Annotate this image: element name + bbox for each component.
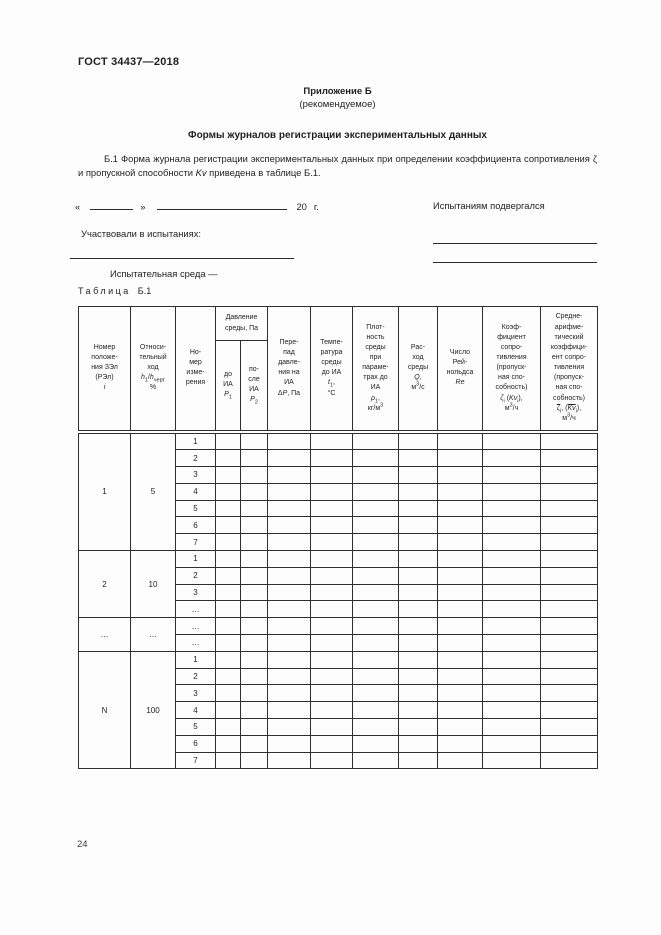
empty-data-cell bbox=[353, 651, 399, 668]
empty-data-cell bbox=[399, 500, 438, 517]
empty-data-cell bbox=[399, 618, 438, 635]
empty-data-cell bbox=[268, 584, 311, 601]
measurement-cell: 7 bbox=[176, 752, 216, 769]
empty-data-cell bbox=[241, 450, 268, 467]
empty-data-cell bbox=[241, 702, 268, 719]
empty-data-cell bbox=[311, 651, 353, 668]
measurement-cell: 4 bbox=[176, 483, 216, 500]
empty-data-cell bbox=[541, 752, 598, 769]
empty-data-cell bbox=[311, 584, 353, 601]
table-header bbox=[79, 307, 598, 432]
position-cell: 2 bbox=[79, 551, 131, 618]
stroke-cell: 100 bbox=[131, 651, 176, 769]
measurement-cell: 1 bbox=[176, 551, 216, 568]
col-header-flow: Рас- ход среды Q, $м^3/с$ bbox=[399, 307, 438, 432]
empty-data-cell bbox=[541, 450, 598, 467]
empty-data-cell bbox=[268, 567, 311, 584]
stroke-cell: 5 bbox=[131, 432, 176, 551]
empty-data-cell bbox=[241, 567, 268, 584]
empty-data-cell bbox=[216, 517, 241, 534]
measurement-cell: 5 bbox=[176, 500, 216, 517]
empty-data-cell bbox=[311, 500, 353, 517]
empty-data-cell bbox=[268, 719, 311, 736]
empty-data-cell bbox=[216, 735, 241, 752]
empty-data-cell bbox=[241, 685, 268, 702]
empty-data-cell bbox=[311, 752, 353, 769]
empty-data-cell bbox=[438, 735, 483, 752]
measurement-cell: 4 bbox=[176, 702, 216, 719]
empty-data-cell bbox=[541, 618, 598, 635]
empty-data-cell bbox=[353, 635, 399, 652]
empty-data-cell bbox=[268, 685, 311, 702]
empty-data-cell bbox=[268, 551, 311, 568]
empty-data-cell bbox=[438, 752, 483, 769]
empty-data-cell bbox=[311, 432, 353, 450]
empty-data-cell bbox=[241, 651, 268, 668]
empty-data-cell bbox=[241, 735, 268, 752]
position-cell: 1 bbox=[79, 432, 131, 551]
empty-data-cell bbox=[216, 483, 241, 500]
empty-data-cell bbox=[438, 483, 483, 500]
empty-data-cell bbox=[311, 534, 353, 551]
empty-data-cell bbox=[483, 601, 541, 618]
empty-data-cell bbox=[353, 450, 399, 467]
empty-data-cell bbox=[353, 551, 399, 568]
empty-data-cell bbox=[241, 601, 268, 618]
empty-data-cell bbox=[241, 432, 268, 450]
empty-data-cell bbox=[483, 483, 541, 500]
empty-data-cell bbox=[353, 685, 399, 702]
empty-data-cell bbox=[241, 719, 268, 736]
col-header-measurement: Но- мер изме- рения bbox=[176, 307, 216, 432]
empty-data-cell bbox=[353, 584, 399, 601]
measurement-cell: … bbox=[176, 635, 216, 652]
empty-data-cell bbox=[483, 735, 541, 752]
empty-data-cell bbox=[438, 450, 483, 467]
stroke-cell: 10 bbox=[131, 551, 176, 618]
empty-data-cell bbox=[483, 668, 541, 685]
medium-label: Испытательная среда — bbox=[110, 268, 218, 279]
empty-data-cell bbox=[541, 702, 598, 719]
col-header-temperature: Темпе- ратура среды до ИА $t_1$, °С bbox=[311, 307, 353, 432]
empty-data-cell bbox=[438, 702, 483, 719]
col-header-p2: по- сле ИА $P_2$ bbox=[241, 341, 268, 432]
empty-data-cell bbox=[438, 635, 483, 652]
table-row bbox=[79, 618, 598, 635]
empty-data-cell bbox=[268, 735, 311, 752]
empty-data-cell bbox=[438, 685, 483, 702]
empty-data-cell bbox=[353, 517, 399, 534]
section-title: Формы журналов регистрации экспериментальных данных bbox=[188, 130, 487, 141]
empty-data-cell bbox=[353, 719, 399, 736]
empty-data-cell bbox=[399, 567, 438, 584]
empty-data-cell bbox=[311, 517, 353, 534]
empty-data-cell bbox=[216, 719, 241, 736]
empty-data-cell bbox=[216, 567, 241, 584]
empty-data-cell bbox=[268, 432, 311, 450]
empty-data-cell bbox=[399, 450, 438, 467]
empty-data-cell bbox=[541, 584, 598, 601]
empty-data-cell bbox=[399, 719, 438, 736]
table-caption bbox=[78, 286, 151, 296]
measurement-cell: 2 bbox=[176, 567, 216, 584]
empty-data-cell bbox=[438, 534, 483, 551]
empty-data-cell bbox=[268, 467, 311, 484]
empty-data-cell bbox=[483, 584, 541, 601]
empty-data-cell bbox=[216, 635, 241, 652]
table-row bbox=[79, 651, 598, 668]
empty-data-cell bbox=[399, 668, 438, 685]
col-header-coefficient: Коэф- фициент сопро- тивления (пропуск- ная спо- собность) $\zeta_i$ $(Kv_i)$, $м^3/ч$ bbox=[483, 307, 541, 432]
empty-data-cell bbox=[438, 500, 483, 517]
empty-data-cell bbox=[241, 534, 268, 551]
empty-data-cell bbox=[216, 618, 241, 635]
empty-data-cell bbox=[438, 651, 483, 668]
page-number: 24 bbox=[77, 839, 88, 850]
position-cell: … bbox=[79, 618, 131, 652]
empty-data-cell bbox=[353, 668, 399, 685]
empty-data-cell bbox=[399, 601, 438, 618]
empty-data-cell bbox=[399, 483, 438, 500]
table-caption-number: Б.1 bbox=[137, 286, 152, 296]
empty-data-cell bbox=[241, 483, 268, 500]
empty-data-cell bbox=[438, 567, 483, 584]
empty-data-cell bbox=[541, 635, 598, 652]
empty-data-cell bbox=[241, 668, 268, 685]
col-header-pressure-group: Давление среды, Па bbox=[216, 307, 268, 341]
empty-data-cell bbox=[399, 702, 438, 719]
empty-data-cell bbox=[311, 601, 353, 618]
col-header-reynolds: Число Рей- нольдса Re bbox=[438, 307, 483, 432]
empty-data-cell bbox=[216, 584, 241, 601]
col-header-mean-coefficient: Средне- арифме- тический коэффици- ент сопро- тивления (пропуск- ная спо- собность) $\overline{\zeta}_i$, $(\overline{Kv}_i)$, $м^3/ч$ bbox=[541, 307, 598, 432]
col-header-p1: до ИА $P_1$ bbox=[216, 341, 241, 432]
empty-data-cell bbox=[399, 584, 438, 601]
empty-data-cell bbox=[541, 517, 598, 534]
empty-data-cell bbox=[541, 685, 598, 702]
empty-data-cell bbox=[541, 483, 598, 500]
empty-data-cell bbox=[268, 450, 311, 467]
empty-data-cell bbox=[438, 668, 483, 685]
table-caption-word: Таблица bbox=[78, 286, 131, 296]
measurement-cell: 5 bbox=[176, 719, 216, 736]
empty-data-cell bbox=[311, 735, 353, 752]
empty-data-cell bbox=[311, 483, 353, 500]
intro-paragraph: Б.1 Форма журнала регистрации экспериментальных данных при определении коэффициента сопротивления ζ и пропускной способности Kv приведена в таблице Б.1. bbox=[78, 153, 597, 179]
empty-data-cell bbox=[311, 702, 353, 719]
empty-data-cell bbox=[541, 432, 598, 450]
empty-data-cell bbox=[399, 534, 438, 551]
empty-data-cell bbox=[216, 702, 241, 719]
empty-data-cell bbox=[353, 500, 399, 517]
empty-data-cell bbox=[541, 651, 598, 668]
empty-data-cell bbox=[353, 752, 399, 769]
empty-data-cell bbox=[216, 651, 241, 668]
empty-data-cell bbox=[268, 702, 311, 719]
empty-data-cell bbox=[483, 685, 541, 702]
col-header-density: Плот- ность среды при параме- трах до ИА $\rho_1$, $кг/м^3$ bbox=[353, 307, 399, 432]
empty-data-cell bbox=[483, 517, 541, 534]
empty-data-cell bbox=[268, 601, 311, 618]
participants-label: Участвовали в испытаниях: bbox=[81, 228, 202, 239]
measurement-cell: 6 bbox=[176, 517, 216, 534]
tested-label: Испытаниям подвергался bbox=[433, 200, 545, 211]
empty-data-cell bbox=[311, 450, 353, 467]
empty-data-cell bbox=[541, 601, 598, 618]
empty-data-cell bbox=[268, 534, 311, 551]
empty-data-cell bbox=[311, 567, 353, 584]
empty-data-cell bbox=[216, 668, 241, 685]
empty-data-cell bbox=[353, 432, 399, 450]
empty-data-cell bbox=[353, 483, 399, 500]
empty-data-cell bbox=[399, 551, 438, 568]
empty-data-cell bbox=[268, 651, 311, 668]
empty-data-cell bbox=[399, 735, 438, 752]
participants-blank-line bbox=[70, 258, 294, 259]
table-body bbox=[79, 432, 598, 769]
empty-data-cell bbox=[483, 500, 541, 517]
empty-data-cell bbox=[216, 500, 241, 517]
empty-data-cell bbox=[438, 432, 483, 450]
empty-data-cell bbox=[541, 551, 598, 568]
empty-data-cell bbox=[241, 584, 268, 601]
empty-data-cell bbox=[241, 517, 268, 534]
empty-data-cell bbox=[399, 752, 438, 769]
measurement-cell: 7 bbox=[176, 534, 216, 551]
measurement-cell: 1 bbox=[176, 432, 216, 450]
empty-data-cell bbox=[438, 467, 483, 484]
empty-data-cell bbox=[241, 752, 268, 769]
empty-data-cell bbox=[483, 450, 541, 467]
col-header-pressure-drop: Пере- пад давле- ния на ИА ΔP, Па bbox=[268, 307, 311, 432]
empty-data-cell bbox=[311, 719, 353, 736]
empty-data-cell bbox=[216, 467, 241, 484]
empty-data-cell bbox=[483, 651, 541, 668]
empty-data-cell bbox=[268, 752, 311, 769]
col-header-stroke: Относи- тельный ход $h_1/h_{черт}$ % bbox=[131, 307, 176, 432]
appendix-subtitle: (рекомендуемое) bbox=[299, 99, 376, 110]
empty-data-cell bbox=[399, 432, 438, 450]
empty-data-cell bbox=[541, 668, 598, 685]
stroke-cell: … bbox=[131, 618, 176, 652]
empty-data-cell bbox=[268, 517, 311, 534]
quote-open: « bbox=[75, 201, 81, 212]
quote-close: » bbox=[140, 201, 146, 212]
empty-data-cell bbox=[216, 601, 241, 618]
empty-data-cell bbox=[541, 534, 598, 551]
empty-data-cell bbox=[483, 551, 541, 568]
empty-data-cell bbox=[483, 467, 541, 484]
empty-data-cell bbox=[353, 534, 399, 551]
empty-data-cell bbox=[399, 685, 438, 702]
empty-data-cell bbox=[399, 467, 438, 484]
year-prefix: 20 bbox=[296, 201, 307, 212]
year-suffix: г. bbox=[313, 201, 319, 212]
empty-data-cell bbox=[399, 635, 438, 652]
empty-data-cell bbox=[241, 500, 268, 517]
empty-data-cell bbox=[216, 551, 241, 568]
empty-data-cell bbox=[483, 719, 541, 736]
empty-data-cell bbox=[311, 551, 353, 568]
empty-data-cell bbox=[311, 467, 353, 484]
measurement-cell: … bbox=[176, 601, 216, 618]
document-code: ГОСТ 34437—2018 bbox=[78, 56, 180, 68]
empty-data-cell bbox=[541, 567, 598, 584]
position-cell: N bbox=[79, 651, 131, 769]
empty-data-cell bbox=[399, 517, 438, 534]
empty-data-cell bbox=[353, 735, 399, 752]
empty-data-cell bbox=[399, 651, 438, 668]
measurement-cell: 3 bbox=[176, 584, 216, 601]
empty-data-cell bbox=[268, 635, 311, 652]
measurement-cell: 2 bbox=[176, 450, 216, 467]
empty-data-cell bbox=[353, 467, 399, 484]
appendix-title: Приложение Б bbox=[303, 86, 372, 97]
col-header-position: Номер положе- ния ЗЭл (РЭл) i bbox=[79, 307, 131, 432]
table-row bbox=[79, 551, 598, 568]
table-row bbox=[79, 432, 598, 450]
empty-data-cell bbox=[483, 618, 541, 635]
empty-data-cell bbox=[353, 601, 399, 618]
empty-data-cell bbox=[541, 719, 598, 736]
empty-data-cell bbox=[216, 752, 241, 769]
empty-data-cell bbox=[483, 432, 541, 450]
measurement-cell: 6 bbox=[176, 735, 216, 752]
day-blank-line bbox=[90, 199, 133, 210]
empty-data-cell bbox=[241, 635, 268, 652]
tested-blank-line-2 bbox=[433, 262, 597, 263]
empty-data-cell bbox=[268, 618, 311, 635]
table-b1 bbox=[78, 306, 598, 769]
empty-data-cell bbox=[483, 534, 541, 551]
empty-data-cell bbox=[353, 618, 399, 635]
measurement-cell: 2 bbox=[176, 668, 216, 685]
empty-data-cell bbox=[311, 668, 353, 685]
tested-blank-line-1 bbox=[433, 243, 597, 244]
empty-data-cell bbox=[438, 618, 483, 635]
measurement-cell: 3 bbox=[176, 685, 216, 702]
empty-data-cell bbox=[216, 685, 241, 702]
empty-data-cell bbox=[268, 668, 311, 685]
empty-data-cell bbox=[353, 702, 399, 719]
month-blank-line bbox=[157, 199, 287, 210]
empty-data-cell bbox=[241, 618, 268, 635]
date-line bbox=[75, 199, 319, 212]
empty-data-cell bbox=[438, 719, 483, 736]
empty-data-cell bbox=[483, 567, 541, 584]
empty-data-cell bbox=[241, 551, 268, 568]
empty-data-cell bbox=[311, 635, 353, 652]
empty-data-cell bbox=[216, 450, 241, 467]
measurement-cell: 3 bbox=[176, 467, 216, 484]
empty-data-cell bbox=[268, 500, 311, 517]
empty-data-cell bbox=[311, 618, 353, 635]
empty-data-cell bbox=[216, 432, 241, 450]
empty-data-cell bbox=[438, 584, 483, 601]
empty-data-cell bbox=[541, 735, 598, 752]
empty-data-cell bbox=[438, 517, 483, 534]
empty-data-cell bbox=[438, 551, 483, 568]
empty-data-cell bbox=[541, 500, 598, 517]
empty-data-cell bbox=[353, 567, 399, 584]
empty-data-cell bbox=[541, 467, 598, 484]
empty-data-cell bbox=[438, 601, 483, 618]
empty-data-cell bbox=[241, 467, 268, 484]
empty-data-cell bbox=[483, 752, 541, 769]
empty-data-cell bbox=[268, 483, 311, 500]
empty-data-cell bbox=[311, 685, 353, 702]
measurement-cell: 1 bbox=[176, 651, 216, 668]
empty-data-cell bbox=[216, 534, 241, 551]
measurement-cell: … bbox=[176, 618, 216, 635]
empty-data-cell bbox=[483, 635, 541, 652]
empty-data-cell bbox=[483, 702, 541, 719]
